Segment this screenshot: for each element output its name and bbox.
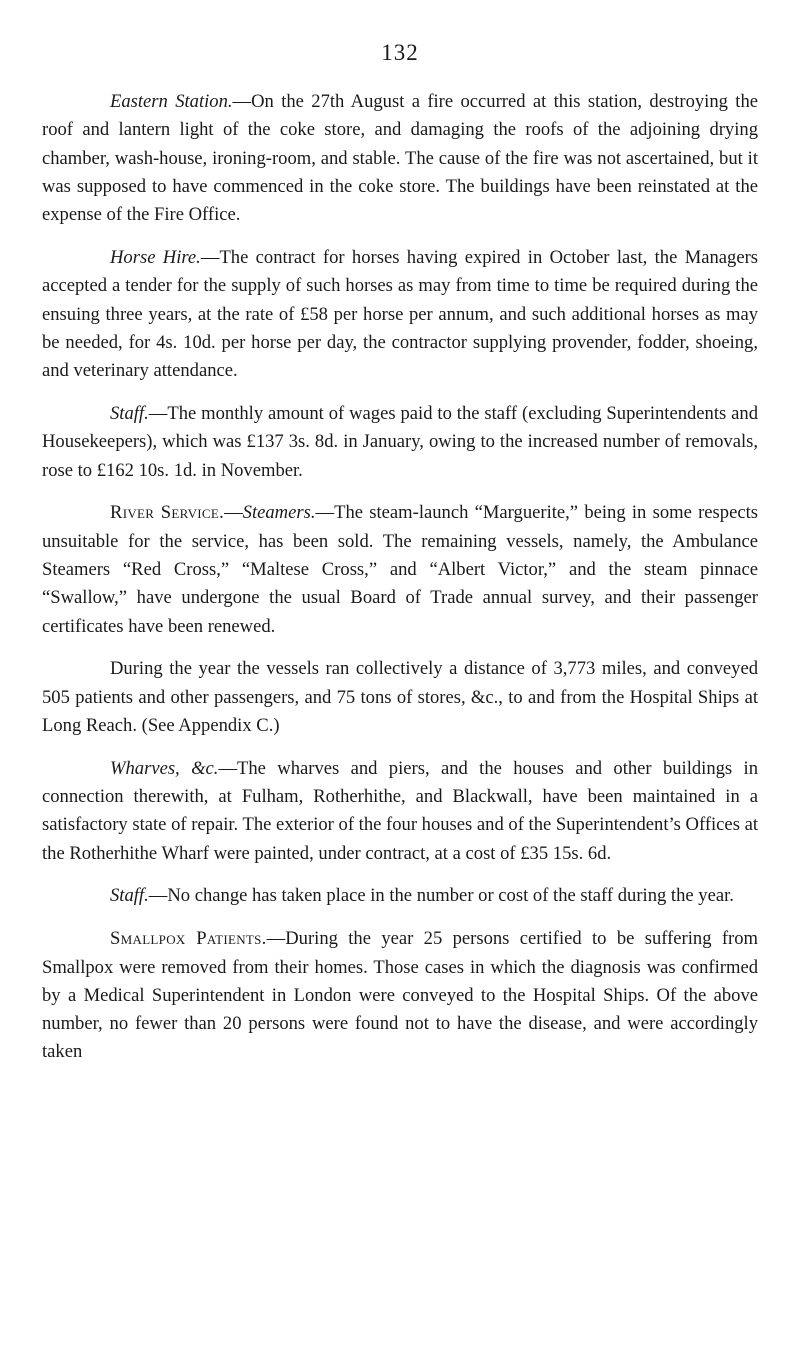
paragraph-horse-hire bbox=[42, 244, 758, 385]
paragraph-eastern-station bbox=[42, 88, 758, 229]
dash: — bbox=[224, 502, 243, 524]
subheading-steamers: Steamers. bbox=[242, 502, 316, 524]
paragraph-staff-wages bbox=[42, 400, 758, 485]
paragraph-smallpox-patients bbox=[42, 925, 758, 1066]
paragraph-river-service bbox=[42, 499, 758, 640]
body-vessel-mileage: During the year the vessels ran collectively a distance of 3,773 miles, and conveyed 505 patients and other passengers, and 75 tons of stores, &c., to and from the Hospital Ships at Long Reach. (See Appendix C.) bbox=[42, 658, 758, 736]
paragraph-vessel-mileage bbox=[42, 655, 758, 740]
body-river-service: —The steam-launch “Marguerite,” being in some respects unsuitable for the service, has been sold. The remaining vessels, namely, the Ambulance Steamers “Red Cross,” “Maltese Cross,” and “Albert Victor,” and the steam pinnace “Swallow,” have undergone the usual Board of Trade annual survey, and their passenger certificates have been renewed. bbox=[42, 502, 758, 637]
body-wharves: —The wharves and piers, and the houses and other buildings in connection therewith, at Fulham, Rotherhithe, and Blackwall, have been maintained in a satisfactory state of repair. The exterior of the four houses and of the Superintendent’s Offices at the Rotherhithe Wharf were painted, under contract, at a cost of £35 15s. 6d. bbox=[42, 757, 758, 864]
document-body bbox=[42, 88, 758, 1081]
body-eastern-station: —On the 27th August a fire occurred at this station, destroying the roof and lantern light of the coke store, and damaging the roofs of the adjoining drying chamber, wash-house, ironing-room, and stable. The cause of the fire was not ascertained, but it was supposed to have commenced in the coke store. The buildings have been reinstated at the expense of the Fire Office. bbox=[42, 91, 758, 226]
heading-staff-no-change: Staff. bbox=[110, 885, 149, 907]
heading-smallpox-patients: Smallpox Patients. bbox=[110, 928, 267, 950]
heading-eastern-station: Eastern Station. bbox=[110, 91, 233, 112]
heading-river-service: River Service. bbox=[110, 502, 225, 524]
heading-wharves: Wharves, &c. bbox=[110, 757, 219, 779]
body-horse-hire: —The contract for horses having expired in October last, the Managers accepted a tender for the supply of such horses as may from time to time be required during the ensuing three years, at the rate of £58 per horse per annum, and such additional horses as may be needed, for 4s. 10d. per horse per day, the contractor supplying provender, fodder, shoeing, and veterinary attendance. bbox=[42, 246, 759, 382]
page-number: 132 bbox=[381, 40, 419, 65]
body-staff-wages: —The monthly amount of wages paid to the staff (excluding Superintendents and Housekeepers), which was £137 3s. 8d. in January, owing to the increased number of removals, rose to £162 10s. 1d. in November. bbox=[42, 402, 758, 481]
heading-staff-wages: Staff. bbox=[110, 402, 149, 424]
body-smallpox-patients: —During the year 25 persons certified to be suffering from Smallpox were removed from their homes. Those cases in which the diagnosis was confirmed by a Medical Superintendent in London were conveyed to the Hospital Ships. Of the above number, no fewer than 20 persons were found not to have the disease, and were accordingly taken bbox=[42, 928, 758, 1063]
heading-horse-hire: Horse Hire. bbox=[110, 246, 201, 268]
body-staff-no-change: —No change has taken place in the number or cost of the staff during the year. bbox=[148, 885, 734, 907]
paragraph-staff-no-change bbox=[42, 882, 758, 910]
paragraph-wharves bbox=[42, 755, 758, 868]
